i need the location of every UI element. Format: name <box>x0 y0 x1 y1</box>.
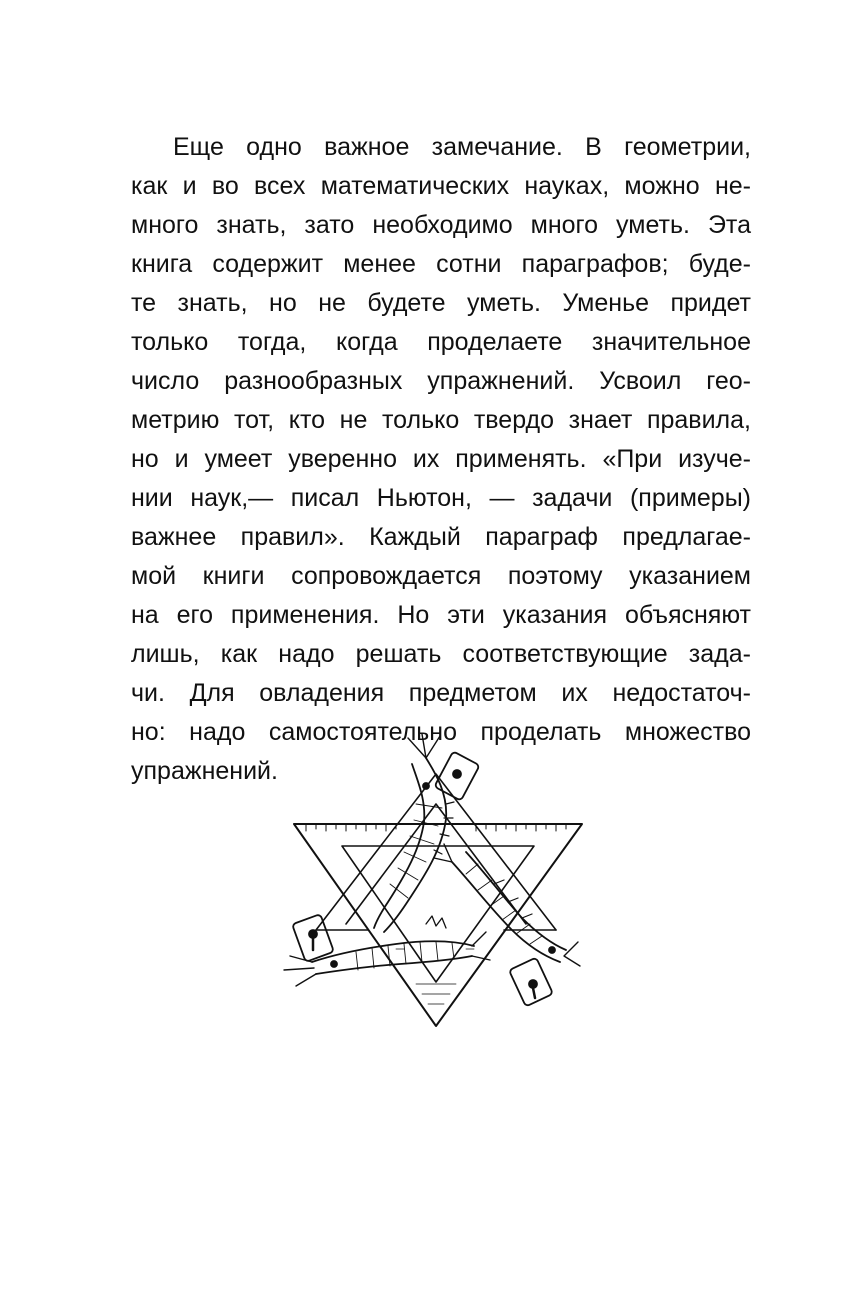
set-square-icon <box>294 824 582 1026</box>
paragraph-line: лишь, как надо решать соответствующие зада- <box>131 640 751 668</box>
paragraph-line: книга содержит менее сотни параграфов; буде- <box>131 250 751 278</box>
paragraph-line: но и умеет уверенно их применять. «При изуче- <box>131 445 751 473</box>
paragraph-line: мой книги сопровождается поэтому указанием <box>131 562 751 590</box>
paragraph-line: Еще одно важное замечание. В геометрии, <box>173 133 751 161</box>
paragraph-line: на его применения. Но эти указания объясняют <box>131 601 751 629</box>
paragraph-line: как и во всех математических науках, можно не- <box>131 172 751 200</box>
paragraph-line: те знать, но не будете уметь. Уменье придет <box>131 289 751 317</box>
paragraph-line: но: надо самостоятельно проделать множество <box>131 718 751 746</box>
paragraph-line: нии наук,— писал Ньютон, — задачи (примеры) <box>131 484 751 512</box>
paragraph-line: много знать, зато необходимо много уметь. Эта <box>131 211 751 239</box>
paragraph-line: метрию тот, кто не только твердо знает правила, <box>131 406 751 434</box>
paragraph-line: важнее правил». Каждый параграф предлагае- <box>131 523 751 551</box>
fish-icon <box>434 844 580 966</box>
body-paragraph <box>131 128 751 791</box>
paragraph-line: упражнений. <box>131 757 278 785</box>
paragraph-line: только тогда, когда проделаете значительное <box>131 328 751 356</box>
fish-and-set-squares-star-illustration <box>276 734 596 1030</box>
paragraph-line: чи. Для овладения предметом их недостаточ- <box>131 679 751 707</box>
paragraph-line: число разнообразных упражнений. Усвоил гео- <box>131 367 751 395</box>
